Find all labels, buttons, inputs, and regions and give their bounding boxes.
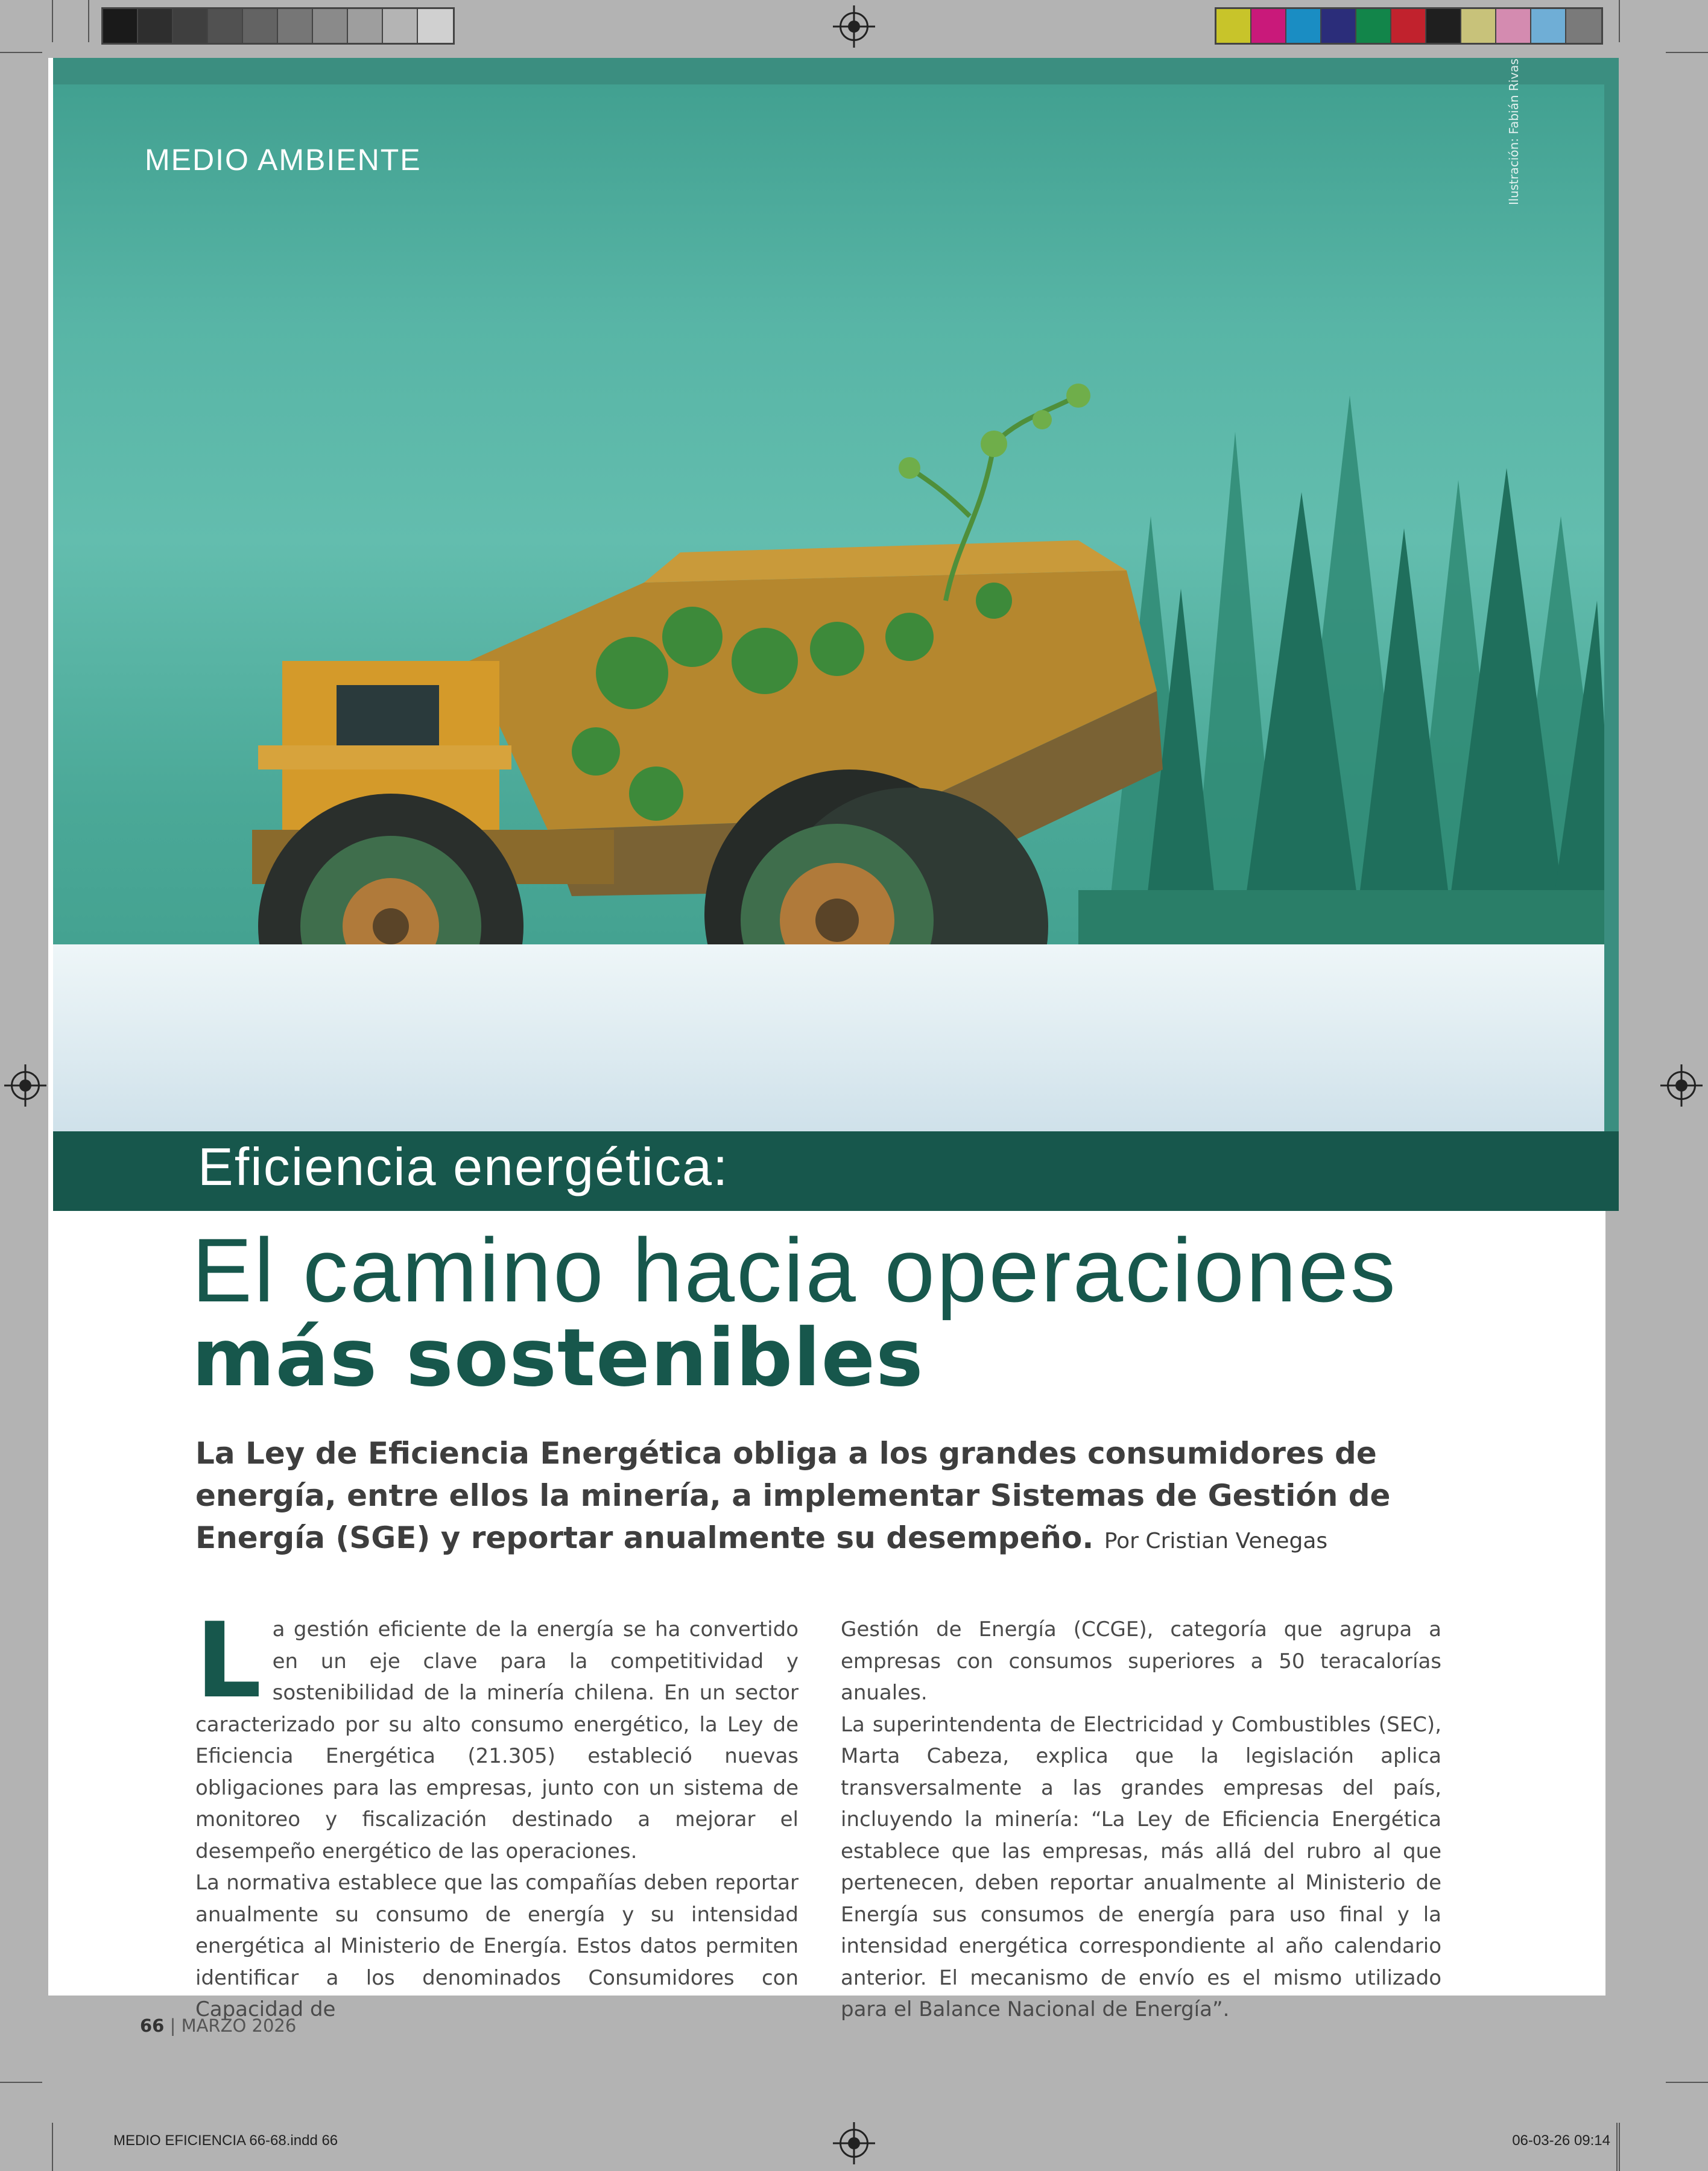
paragraph: La normativa establece que las compañías deben reportar anualmente su consumo de energía y su intensidad energética al Ministerio de Energía. Estos datos permiten identificar a los denominados Consumidores con Capacidad de [195, 1871, 799, 2021]
deck-text: La Ley de Eficiencia Energética obliga a los grandes consumidores de energía, entre ellos la minería, a implementar Sistemas de Gestión de Energía (SGE) y reportar anualmente su desempeño. [195, 1436, 1391, 1555]
illustration-credit: Ilustración: Fabián Rivas [1507, 58, 1521, 205]
hero-illustration [53, 58, 1619, 1131]
byline: Por Cristian Venegas [1104, 1529, 1328, 1553]
snow-ground [53, 944, 1619, 1131]
color-swatch [418, 9, 453, 43]
drop-cap: L [195, 1600, 262, 1721]
crop-mark [1619, 0, 1620, 42]
crop-mark [1616, 2123, 1618, 2171]
slug-filename: MEDIO EFICIENCIA 66-68.indd 66 [113, 2132, 338, 2149]
body-column-1 [195, 1600, 799, 2026]
color-swatch [348, 9, 383, 43]
section-label: MEDIO AMBIENTE [145, 143, 422, 177]
color-swatch [103, 9, 138, 43]
color-swatch [243, 9, 278, 43]
headline-title-line2: más sostenibles [192, 1312, 924, 1405]
body-column-2 [841, 1614, 1441, 2026]
registration-mark-icon [1667, 1071, 1696, 1100]
paragraph: Gestión de Energía (CCGE), categoría que agrupa a empresas con consumos superiores a 50 teracalorías anuales. [841, 1617, 1441, 1705]
paragraph: La superintendenta de Electricidad y Combustibles (SEC), Marta Cabeza, explica que la legislación aplica transversalmente a las grandes empresas del país, incluyendo la minería: “La Ley de Eficiencia Energética establece que las empresas, más allá del rubro al que pertenecen, deben reportar anualmente al Ministerio de Energía sus consumos de energía para uso final y la intensidad energética correspondiente al año calendario anterior. El mecanismo de envío es el mismo utilizado para el Balance Nacional de Energía”. [841, 1712, 1441, 2021]
color-swatch [1286, 9, 1321, 43]
crop-mark [1666, 52, 1708, 53]
folio [140, 2015, 296, 2036]
registration-mark-icon [11, 1071, 40, 1100]
paragraph-text: a gestión eficiente de la energía se ha convertido en un eje clave para la competitividad y sostenibilidad de la minería chilena. En un sector caracterizado por su alto consumo energético, la Ley de Eficiencia Energética (21.305) estableció nuevas obligaciones para las empresas, junto con un sistema de monitoreo y fiscalización destinado a mejorar el desempeño energético de las operaciones. [195, 1617, 799, 1863]
registration-mark-icon [840, 2129, 868, 2158]
headline-title-line1: El camino hacia operaciones [192, 1219, 1397, 1321]
crop-mark [0, 2082, 42, 2083]
color-swatch [278, 9, 313, 43]
crop-mark [1619, 2123, 1620, 2171]
color-swatch [1426, 9, 1461, 43]
color-swatch [1356, 9, 1391, 43]
headline-kicker: Eficiencia energética: [198, 1137, 729, 1196]
color-swatch [1391, 9, 1426, 43]
slug-timestamp: 06-03-26 09:14 [1512, 2132, 1610, 2149]
gray-color-bar [101, 7, 455, 45]
color-swatch [208, 9, 243, 43]
color-swatch [138, 9, 173, 43]
color-swatch [1461, 9, 1496, 43]
article-deck [195, 1432, 1456, 1563]
page-number: 66 [140, 2015, 165, 2036]
color-swatch [173, 9, 208, 43]
color-swatch [1531, 9, 1566, 43]
registration-mark-icon [840, 12, 868, 41]
process-color-bar [1215, 7, 1603, 45]
color-swatch [1216, 9, 1251, 43]
paragraph [195, 1600, 799, 1867]
crop-mark [88, 0, 89, 42]
color-swatch [383, 9, 418, 43]
issue-date: | MARZO 2026 [169, 2015, 297, 2036]
crop-mark [1666, 2082, 1708, 2083]
color-swatch [313, 9, 348, 43]
crop-mark [52, 0, 53, 42]
crop-mark [0, 52, 42, 53]
color-swatch [1251, 9, 1286, 43]
color-swatch [1566, 9, 1601, 43]
color-swatch [1321, 9, 1356, 43]
crop-mark [52, 2123, 53, 2171]
